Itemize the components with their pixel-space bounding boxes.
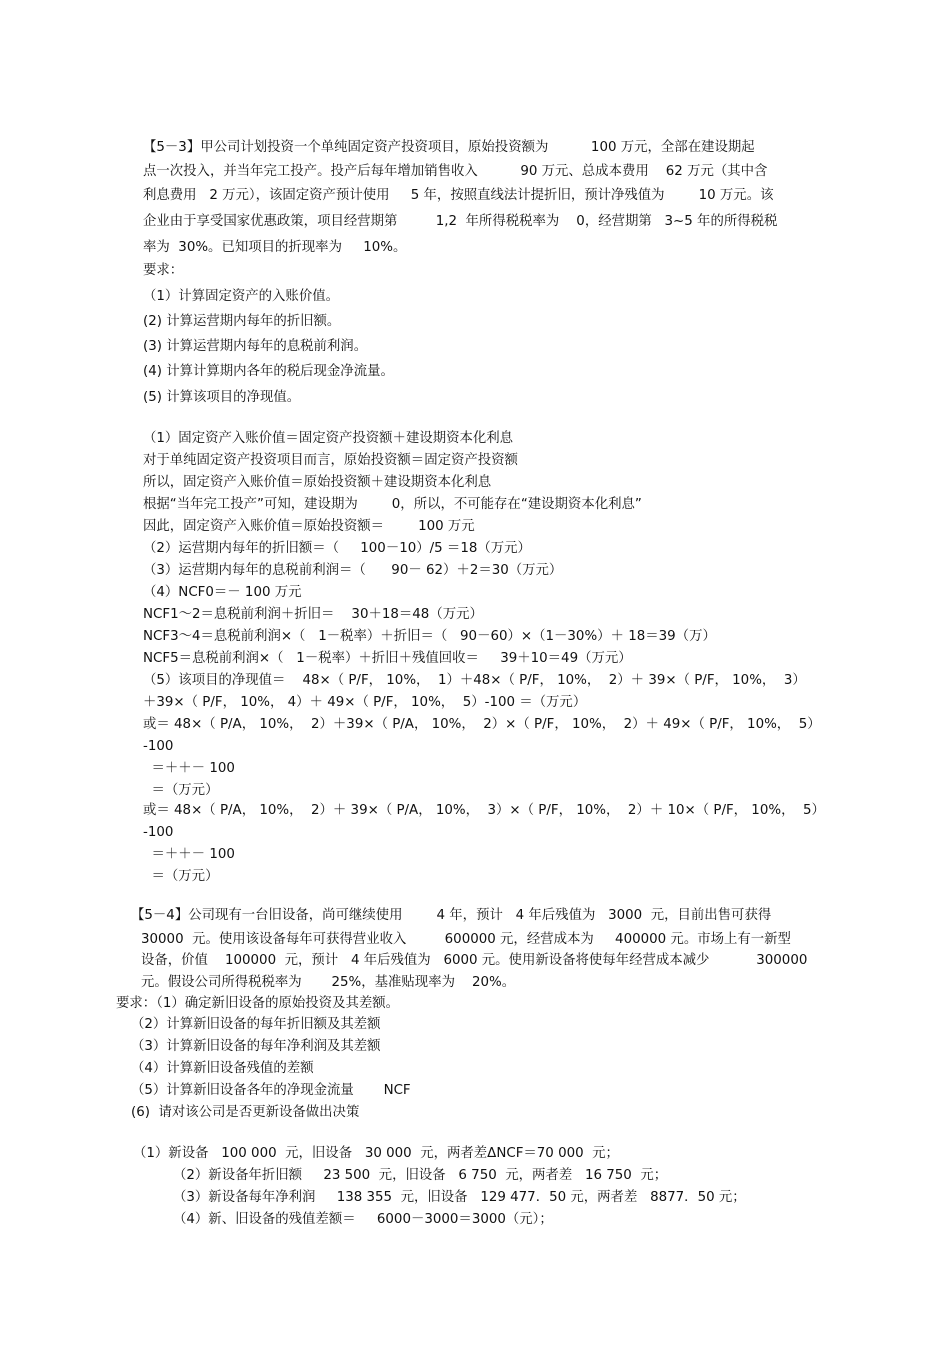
- problem-5-3-solution-line-17: ＝（万元）: [143, 783, 219, 798]
- problem-5-3-solution-line-6: （2）运营期内每年的折旧额＝（ 100－10）/5 ＝18（万元）: [143, 541, 531, 556]
- problem-5-3-solution-line-18: 或＝ 48×（ P/A， 10%， 2）＋ 39×（ P/A， 10%， 3）×（ P/F， 10%， 2）＋ 10×（ P/F， 10%， 5）: [143, 803, 825, 818]
- problem-5-4-solution-line-2: （2）新设备年折旧额 23 500 元，旧设备 6 750 元，两者差 16 750 元；: [173, 1168, 668, 1183]
- problem-5-3-solution-line-10: NCF3～4＝息税前利润×（ 1－税率）＋折旧＝（ 90－60）×（1－30%）＋ 18＝39（万）: [143, 629, 716, 644]
- problem-5-3-line-4: 企业由于享受国家优惠政策，项目经营期第 1,2 年所得税税率为 0，经营期第 3~5 年的所得税税: [143, 214, 778, 229]
- problem-5-4-requirement-6: (6) 请对该公司是否更新设备做出决策: [131, 1105, 360, 1120]
- problem-5-3-solution-line-8: （4）NCF0＝－ 100 万元: [143, 585, 302, 600]
- problem-5-4-line-2: 30000 元。使用该设备每年可获得营业收入 600000 元，经营成本为 400000 元。市场上有一新型: [141, 932, 791, 947]
- problem-5-3-requirement-heading: 要求：: [143, 263, 184, 278]
- problem-5-3-solution-line-21: ＝（万元）: [143, 869, 219, 884]
- problem-5-3-solution-line-2: 对于单纯固定资产投资项目而言，原始投资额＝固定资产投资额: [143, 453, 518, 468]
- problem-5-4-requirement-4: （4）计算新旧设备残值的差额: [131, 1061, 314, 1076]
- problem-5-4-solution-line-3: （3）新设备每年净利润 138 355 元，旧设备 129 477．50 元，两者差 8877．50 元；: [173, 1190, 746, 1205]
- problem-5-4-line-4: 元。假设公司所得税税率为 25%，基准贴现率为 20%。: [141, 975, 516, 990]
- problem-5-3-requirement-2: (2) 计算运营期内每年的折旧额。: [143, 314, 341, 329]
- problem-5-4-solution-line-1: （1）新设备 100 000 元，旧设备 30 000 元，两者差ΔNCF＝70 000 元；: [133, 1146, 619, 1161]
- problem-5-3-line-1: 【5－3】甲公司计划投资一个单纯固定资产投资项目，原始投资额为 100 万元，全部在建设期起: [143, 140, 755, 155]
- problem-5-3-requirement-4: (4) 计算计算期内各年的税后现金净流量。: [143, 364, 394, 379]
- problem-5-3-line-5: 率为 30%。已知项目的折现率为 10%。: [143, 240, 407, 255]
- problem-5-3-solution-line-16: ＝＋＋－ 100: [143, 761, 235, 776]
- problem-5-3-solution-line-13: ＋39×（ P/F， 10%， 4）＋ 49×（ P/F， 10%， 5）-100 ＝（万元）: [143, 695, 587, 710]
- problem-5-3-solution-line-7: （3）运营期内每年的息税前利润＝（ 90－ 62）＋2＝30（万元）: [143, 563, 563, 578]
- problem-5-4-requirement-2: （2）计算新旧设备的每年折旧额及其差额: [131, 1017, 381, 1032]
- problem-5-4-solution-line-4: （4）新、旧设备的残值差额＝ 6000－3000＝3000（元）；: [173, 1212, 553, 1227]
- problem-5-4-line-1: 【5－4】公司现有一台旧设备，尚可继续使用 4 年，预计 4 年后残值为 3000 元，目前出售可获得: [131, 908, 772, 923]
- problem-5-3-solution-line-19: -100: [143, 825, 174, 840]
- problem-5-3-solution-line-5: 因此，固定资产入账价值＝原始投资额＝ 100 万元: [143, 519, 475, 534]
- problem-5-3-solution-line-20: ＝＋＋－ 100: [143, 847, 235, 862]
- problem-5-3-solution-line-11: NCF5＝息税前利润×（ 1－税率）＋折旧＋残值回收＝ 39＋10＝49（万元）: [143, 651, 632, 666]
- problem-5-4-requirement-3: （3）计算新旧设备的每年净利润及其差额: [131, 1039, 381, 1054]
- problem-5-4-requirement-5: （5）计算新旧设备各年的净现金流量 NCF: [131, 1083, 411, 1098]
- problem-5-3-requirement-1: （1）计算固定资产的入账价值。: [143, 289, 339, 304]
- problem-5-3-requirement-5: (5) 计算该项目的净现值。: [143, 390, 301, 405]
- problem-5-3-solution-line-4: 根据“当年完工投产”可知，建设期为 0，所以，不可能存在“建设期资本化利息”: [143, 497, 642, 512]
- problem-5-4-line-3: 设备，价值 100000 元，预计 4 年后残值为 6000 元。使用新设备将使每年经营成本减少 300000: [141, 953, 808, 968]
- problem-5-3-solution-line-14: 或＝ 48×（ P/A， 10%， 2）＋39×（ P/A， 10%， 2）×（ P/F， 10%， 2）＋ 49×（ P/F， 10%， 5）: [143, 717, 821, 732]
- problem-5-3-solution-line-3: 所以，固定资产入账价值＝原始投资额＋建设期资本化利息: [143, 475, 492, 490]
- problem-5-3-solution-line-12: （5）该项目的净现值＝ 48×（ P/F， 10%， 1）＋48×（ P/F， 10%， 2）＋ 39×（ P/F， 10%， 3）: [143, 673, 806, 688]
- problem-5-3-requirement-3: (3) 计算运营期内每年的息税前利润。: [143, 339, 368, 354]
- problem-5-3-line-2: 点一次投入，并当年完工投产。投产后每年增加销售收入 90 万元、总成本费用 62 万元（其中含: [143, 164, 768, 179]
- problem-5-3-line-3: 利息费用 2 万元），该固定资产预计使用 5 年，按照直线法计提折旧，预计净残值为 10 万元。该: [143, 188, 774, 203]
- problem-5-3-solution-line-15: -100: [143, 739, 174, 754]
- problem-5-3-solution-line-1: （1）固定资产入账价值＝固定资产投资额＋建设期资本化利息: [143, 431, 514, 446]
- problem-5-3-solution-line-9: NCF1～2＝息税前利润＋折旧＝ 30＋18＝48（万元）: [143, 607, 483, 622]
- problem-5-4-requirement-1: 要求：（1）确定新旧设备的原始投资及其差额。: [116, 996, 400, 1011]
